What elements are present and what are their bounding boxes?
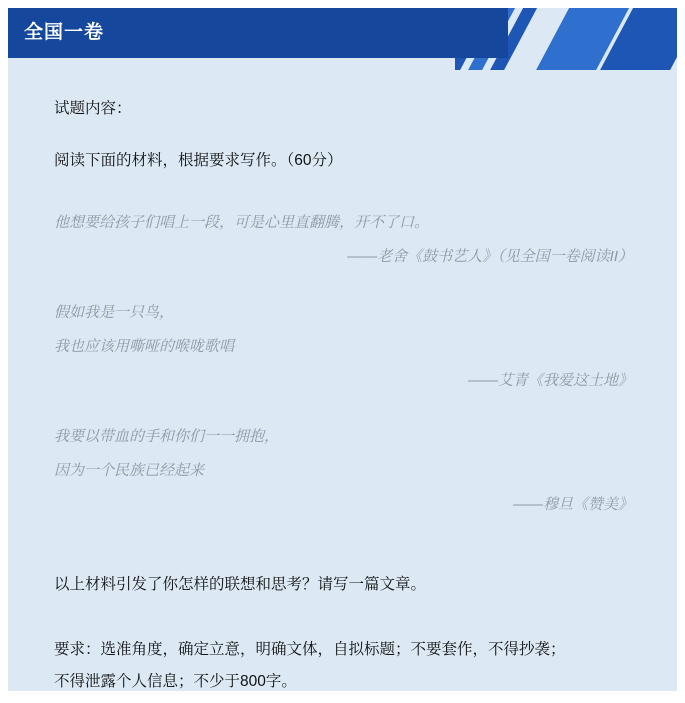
quote-line: 我也应该用嘶哑的喉咙歌唱 (54, 338, 235, 355)
quote-line: 我要以带血的手和你们一一拥抱， (54, 428, 280, 445)
quote-block-2 (54, 296, 635, 398)
page-margin-right (677, 0, 685, 703)
writing-prompt: 以上材料引发了你怎样的联想和思考？请写一篇文章。 (54, 576, 427, 593)
quote-attribution: ——穆旦《赞美》 (512, 496, 633, 513)
spacer (54, 282, 635, 296)
page-margin-left (0, 0, 8, 703)
header-banner (8, 8, 508, 58)
document-body (8, 70, 677, 698)
page-title: 全国一卷 (24, 22, 105, 43)
quote-attribution: ——老舍《鼓书艺人》（见全国一卷阅读II） (347, 248, 633, 265)
page-margin-top (0, 0, 685, 8)
quote-line: 他想要给孩子们唱上一段，可是心里直翻腾，开不了口。 (54, 214, 430, 231)
quote-block-1 (54, 206, 635, 274)
requirement-line-2: 不得泄露个人信息；不少于800字。 (54, 673, 297, 690)
spacer (54, 406, 635, 420)
quote-line: 因为一个民族已经起来 (54, 462, 205, 479)
intro-label: 试题内容： (54, 100, 132, 117)
quote-block-3 (54, 420, 635, 522)
quote-attribution: ——艾青《我爱这土地》 (467, 372, 633, 389)
requirement-line-1: 要求：选准角度，确定立意，明确文体，自拟标题；不要套作，不得抄袭； (54, 641, 566, 658)
quote-line: 假如我是一只鸟， (54, 304, 175, 321)
spacer (54, 530, 635, 552)
instruction-text: 阅读下面的材料，根据要求写作。（60分） (54, 152, 343, 169)
